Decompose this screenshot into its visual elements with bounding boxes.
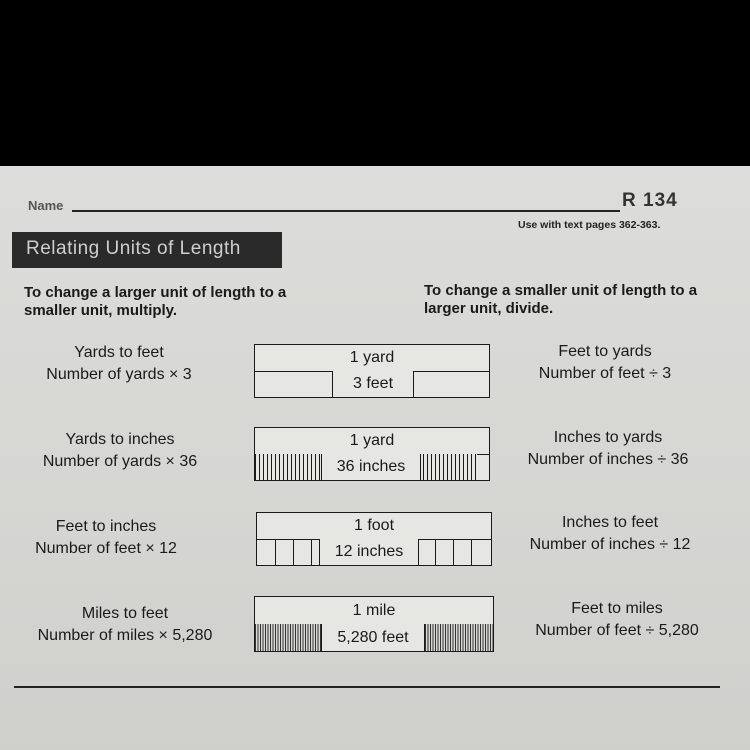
conversion-formula: Number of miles × 5,280 (37, 627, 213, 644)
diagram-bottom-row (255, 371, 489, 397)
foot-inches-diagram (256, 512, 492, 566)
conversion-title: Inches to feet (561, 514, 659, 531)
conversion-title: Miles to feet (81, 605, 169, 622)
conversion-inches-to-yards (502, 427, 714, 471)
conversion-title: Feet to yards (558, 343, 652, 360)
diagram-bottom-label: 36 inches (321, 454, 421, 480)
bottom-rule (14, 686, 720, 688)
inch-divider (293, 539, 294, 565)
multiply-instruction: To change a larger unit of length to a smaller unit, multiply. (24, 284, 287, 319)
conversion-feet-to-inches (6, 516, 206, 560)
text-pages-note: Use with text pages 362-363. (518, 219, 661, 231)
name-label: Name (28, 198, 64, 213)
conversion-title: Yards to feet (74, 344, 164, 361)
diagram-bottom-row (255, 624, 493, 651)
diagram-bottom-row (257, 539, 491, 565)
diagram-top-label: 1 foot (257, 513, 491, 540)
conversion-inches-to-feet (504, 512, 716, 556)
worksheet-page (0, 166, 750, 750)
conversion-formula: Number of inches ÷ 36 (527, 451, 689, 468)
divide-instruction: To change a smaller unit of length to a larger unit, divide. (424, 282, 698, 317)
worksheet-title: Relating Units of Length (26, 238, 241, 259)
conversion-formula: Number of yards × 3 (46, 366, 192, 383)
conversion-title: Feet to miles (571, 600, 663, 617)
conversion-title: Yards to inches (65, 431, 175, 448)
conversion-miles-to-feet (14, 603, 236, 647)
inch-divider (311, 539, 312, 565)
diagram-top-label: 1 yard (255, 345, 489, 372)
inch-divider (435, 539, 436, 565)
diagram-top-label: 1 mile (255, 597, 493, 625)
page-number: R 134 (622, 190, 678, 211)
inch-divider (453, 539, 454, 565)
diagram-bottom-row (255, 454, 489, 480)
conversion-formula: Number of feet ÷ 3 (538, 365, 672, 382)
conversion-formula: Number of inches ÷ 12 (529, 536, 691, 553)
conversion-feet-to-miles (506, 598, 728, 642)
conversion-yards-to-inches (10, 429, 230, 473)
conversion-yards-to-feet (14, 342, 224, 386)
yard-feet-diagram (254, 344, 490, 398)
conversion-title: Inches to yards (553, 429, 663, 446)
inch-divider (471, 539, 472, 565)
conversion-formula: Number of feet ÷ 5,280 (535, 622, 699, 639)
name-line (72, 210, 620, 212)
mile-feet-diagram (254, 596, 494, 652)
diagram-top-label: 1 yard (255, 428, 489, 455)
diagram-bottom-label: 5,280 feet (321, 624, 425, 651)
inch-divider (275, 539, 276, 565)
conversion-formula: Number of feet × 12 (35, 540, 177, 557)
diagram-bottom-label: 12 inches (319, 539, 419, 565)
yard-inches-diagram (254, 427, 490, 481)
conversion-feet-to-yards (500, 341, 710, 385)
conversion-title: Feet to inches (55, 518, 157, 535)
conversion-formula: Number of yards × 36 (42, 453, 198, 470)
diagram-bottom-label: 3 feet (332, 371, 414, 397)
